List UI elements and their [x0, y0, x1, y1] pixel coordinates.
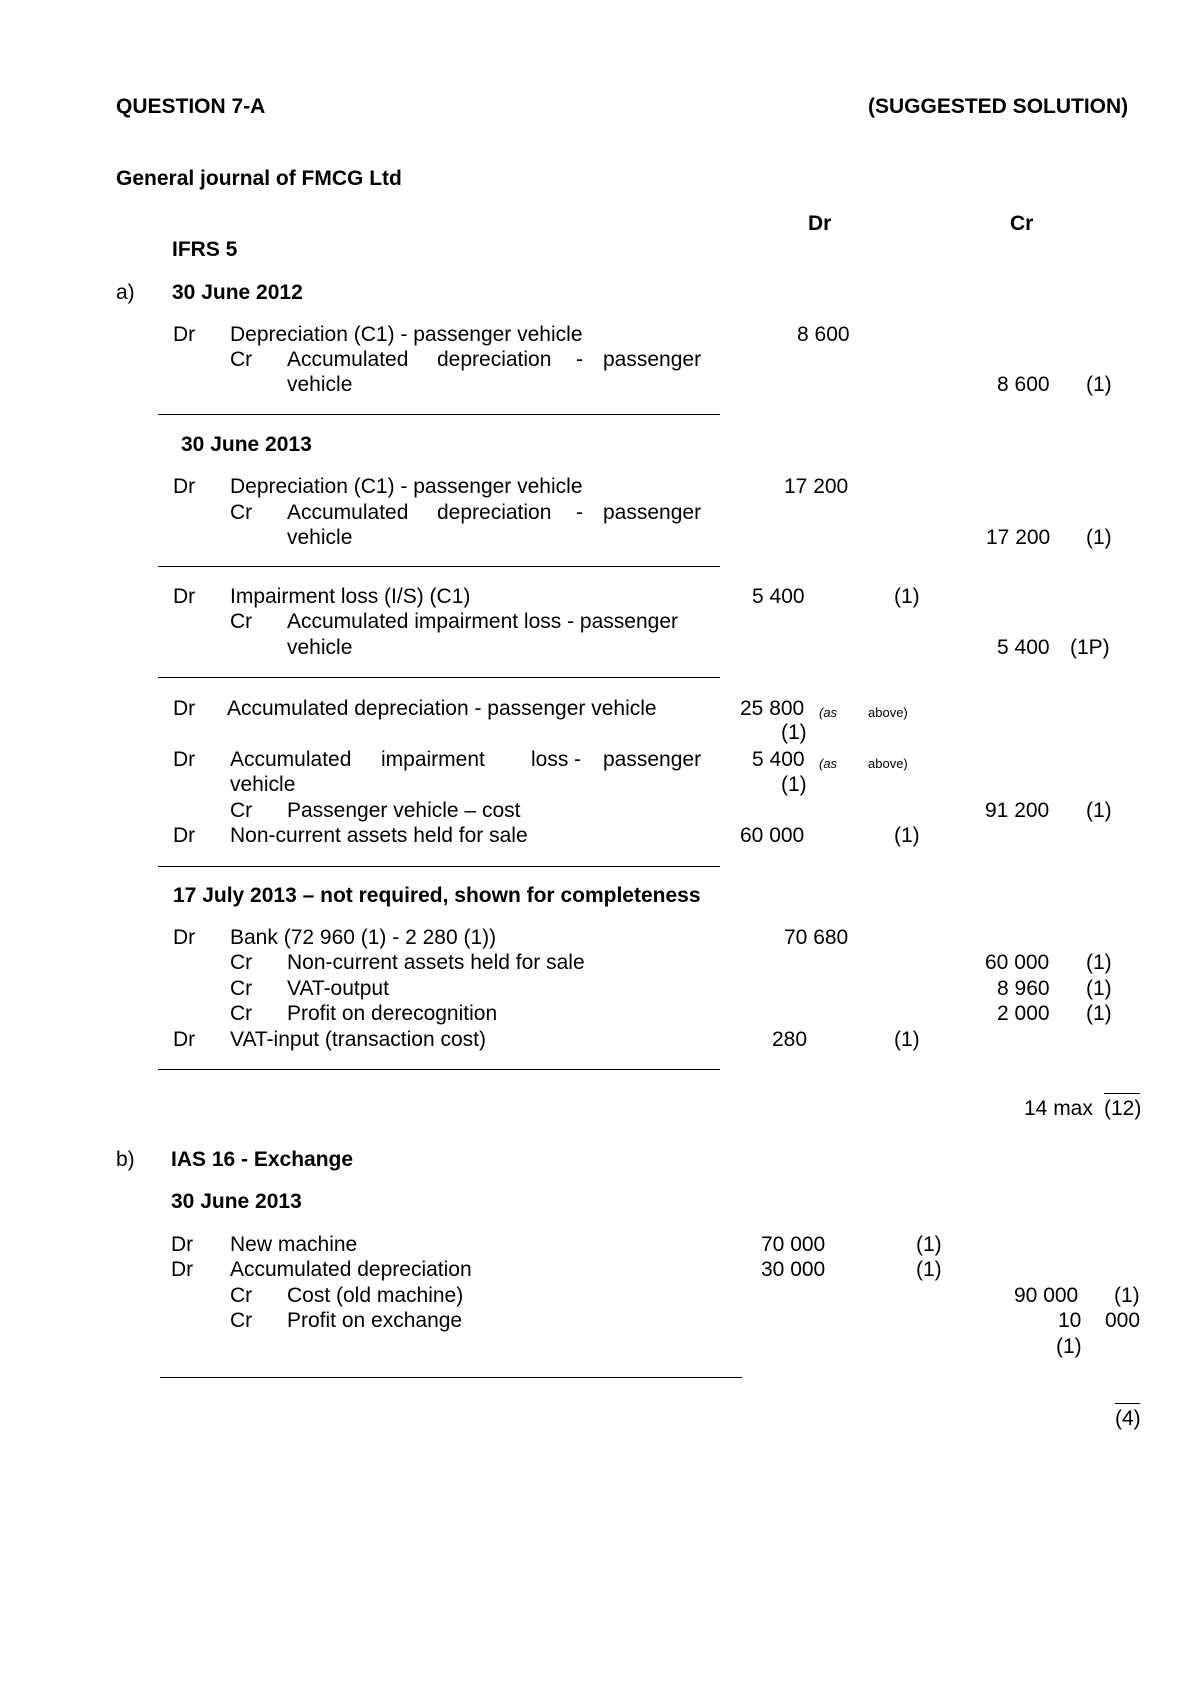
credit-amount: 2 000	[997, 1002, 1050, 1025]
account-name: Accumulated depreciation	[230, 1258, 472, 1281]
divider	[158, 566, 720, 567]
mark: (1)	[1086, 951, 1112, 974]
debit-amount: 5 400	[752, 585, 805, 608]
debit-amount: 70 000	[761, 1233, 826, 1256]
debit-amount: 30 000	[761, 1258, 826, 1281]
account-name: Accumulated	[230, 748, 352, 771]
mark: (1)	[894, 1028, 920, 1051]
entry-date: 30 June 2013	[181, 433, 312, 456]
cr-label: Cr	[230, 799, 253, 822]
cr-label: Cr	[230, 501, 253, 524]
account-name: Profit on exchange	[287, 1309, 463, 1332]
divider	[158, 866, 720, 867]
account-name: Passenger vehicle – cost	[287, 799, 521, 822]
cr-label: Cr	[230, 951, 253, 974]
mark: (1)	[781, 773, 807, 796]
account-name: passenger	[603, 501, 702, 524]
account-name: vehicle	[287, 636, 353, 659]
account-name: vehicle	[230, 773, 296, 796]
account-name: -	[576, 501, 583, 524]
credit-amount: 17 200	[986, 526, 1051, 549]
account-name: vehicle	[287, 526, 353, 549]
mark: (1)	[894, 824, 920, 847]
account-name: Non-current assets held for sale	[230, 824, 528, 847]
account-name: Accumulated impairment loss - passenger	[287, 610, 679, 633]
credit-amount: 10	[1058, 1309, 1082, 1332]
part-b-label: b)	[116, 1148, 135, 1171]
entry-date: 30 June 2012	[172, 281, 303, 304]
mark: (1)	[1086, 373, 1112, 396]
total-overline	[1104, 1093, 1140, 1094]
credit-amount: 000	[1105, 1309, 1141, 1332]
dr-label: Dr	[173, 697, 196, 720]
account-name: loss	[531, 748, 569, 771]
note: above)	[868, 705, 908, 720]
credit-amount: 91 200	[985, 799, 1050, 822]
account-name: -	[576, 348, 583, 371]
entry-date: 17 July 2013 – not required, shown for completeness	[173, 884, 701, 907]
account-name: -	[574, 748, 581, 771]
mark: (1)	[1056, 1335, 1082, 1358]
total-prefix: 14 max	[1024, 1097, 1093, 1120]
mark: (1P)	[1070, 636, 1110, 659]
total-overline	[1115, 1403, 1140, 1404]
part-b-total: (4)	[1115, 1407, 1141, 1430]
standard-heading-ias16: IAS 16 - Exchange	[171, 1148, 354, 1171]
cr-label: Cr	[230, 977, 253, 1000]
account-name: Accumulated depreciation - passenger vehicle	[227, 697, 657, 720]
credit-amount: 8 960	[997, 977, 1050, 1000]
note: (as	[819, 705, 838, 720]
credit-amount: 60 000	[985, 951, 1050, 974]
account-name: Depreciation (C1) - passenger vehicle	[230, 323, 583, 346]
debit-column-header: Dr	[808, 212, 832, 235]
credit-column-header: Cr	[1010, 212, 1034, 235]
dr-label: Dr	[171, 1258, 194, 1281]
account-name: passenger	[603, 748, 702, 771]
dr-label: Dr	[171, 1233, 194, 1256]
account-name: Accumulated	[287, 501, 409, 524]
account-name: passenger	[603, 348, 702, 371]
account-name: Depreciation (C1) - passenger vehicle	[230, 475, 583, 498]
debit-amount: 8 600	[797, 323, 850, 346]
mark: (1)	[916, 1258, 942, 1281]
account-name: depreciation	[437, 501, 552, 524]
cr-label: Cr	[230, 1002, 253, 1025]
account-name: Non-current assets held for sale	[287, 951, 585, 974]
debit-amount: 70 680	[784, 926, 849, 949]
account-name: VAT-output	[287, 977, 389, 1000]
standard-heading-ifrs5: IFRS 5	[172, 238, 238, 261]
divider	[160, 1377, 742, 1378]
mark: (1)	[1114, 1284, 1140, 1307]
account-name: VAT-input (transaction cost)	[230, 1028, 486, 1051]
debit-amount: 60 000	[740, 824, 805, 847]
credit-amount: 90 000	[1014, 1284, 1079, 1307]
suggested-solution-label: (SUGGESTED SOLUTION)	[868, 95, 1129, 118]
cr-label: Cr	[230, 348, 253, 371]
cr-label: Cr	[230, 1284, 253, 1307]
note: above)	[868, 756, 908, 771]
cr-label: Cr	[230, 1309, 253, 1332]
account-name: impairment	[381, 748, 485, 771]
mark: (1)	[1086, 799, 1112, 822]
part-a-label: a)	[116, 281, 135, 304]
mark: (1)	[916, 1233, 942, 1256]
account-name: Impairment loss (I/S) (C1)	[230, 585, 471, 608]
question-title: QUESTION 7-A	[116, 95, 266, 118]
dr-label: Dr	[173, 926, 196, 949]
divider	[158, 1069, 720, 1070]
debit-amount: 17 200	[784, 475, 849, 498]
entry-date: 30 June 2013	[171, 1190, 302, 1213]
cr-label: Cr	[230, 610, 253, 633]
debit-amount: 5 400	[752, 748, 805, 771]
mark: (1)	[781, 721, 807, 744]
dr-label: Dr	[173, 475, 196, 498]
dr-label: Dr	[173, 585, 196, 608]
dr-label: Dr	[173, 748, 196, 771]
account-name: depreciation	[437, 348, 552, 371]
account-name: Profit on derecognition	[287, 1002, 498, 1025]
debit-amount: 25 800	[740, 697, 805, 720]
mark: (1)	[894, 585, 920, 608]
divider	[158, 677, 720, 678]
credit-amount: 8 600	[997, 373, 1050, 396]
account-name: Cost (old machine)	[287, 1284, 464, 1307]
mark: (1)	[1086, 977, 1112, 1000]
divider	[158, 414, 720, 415]
dr-label: Dr	[173, 323, 196, 346]
mark: (1)	[1086, 526, 1112, 549]
account-name: vehicle	[287, 373, 353, 396]
account-name: Accumulated	[287, 348, 409, 371]
note: (as	[819, 756, 838, 771]
journal-title: General journal of FMCG Ltd	[116, 167, 402, 190]
debit-amount: 280	[772, 1028, 808, 1051]
mark: (1)	[1086, 1002, 1112, 1025]
dr-label: Dr	[173, 1028, 196, 1051]
account-name: Bank (72 960 (1) - 2 280 (1))	[230, 926, 497, 949]
part-a-total: (12)	[1104, 1097, 1142, 1120]
credit-amount: 5 400	[997, 636, 1050, 659]
account-name: New machine	[230, 1233, 358, 1256]
dr-label: Dr	[173, 824, 196, 847]
